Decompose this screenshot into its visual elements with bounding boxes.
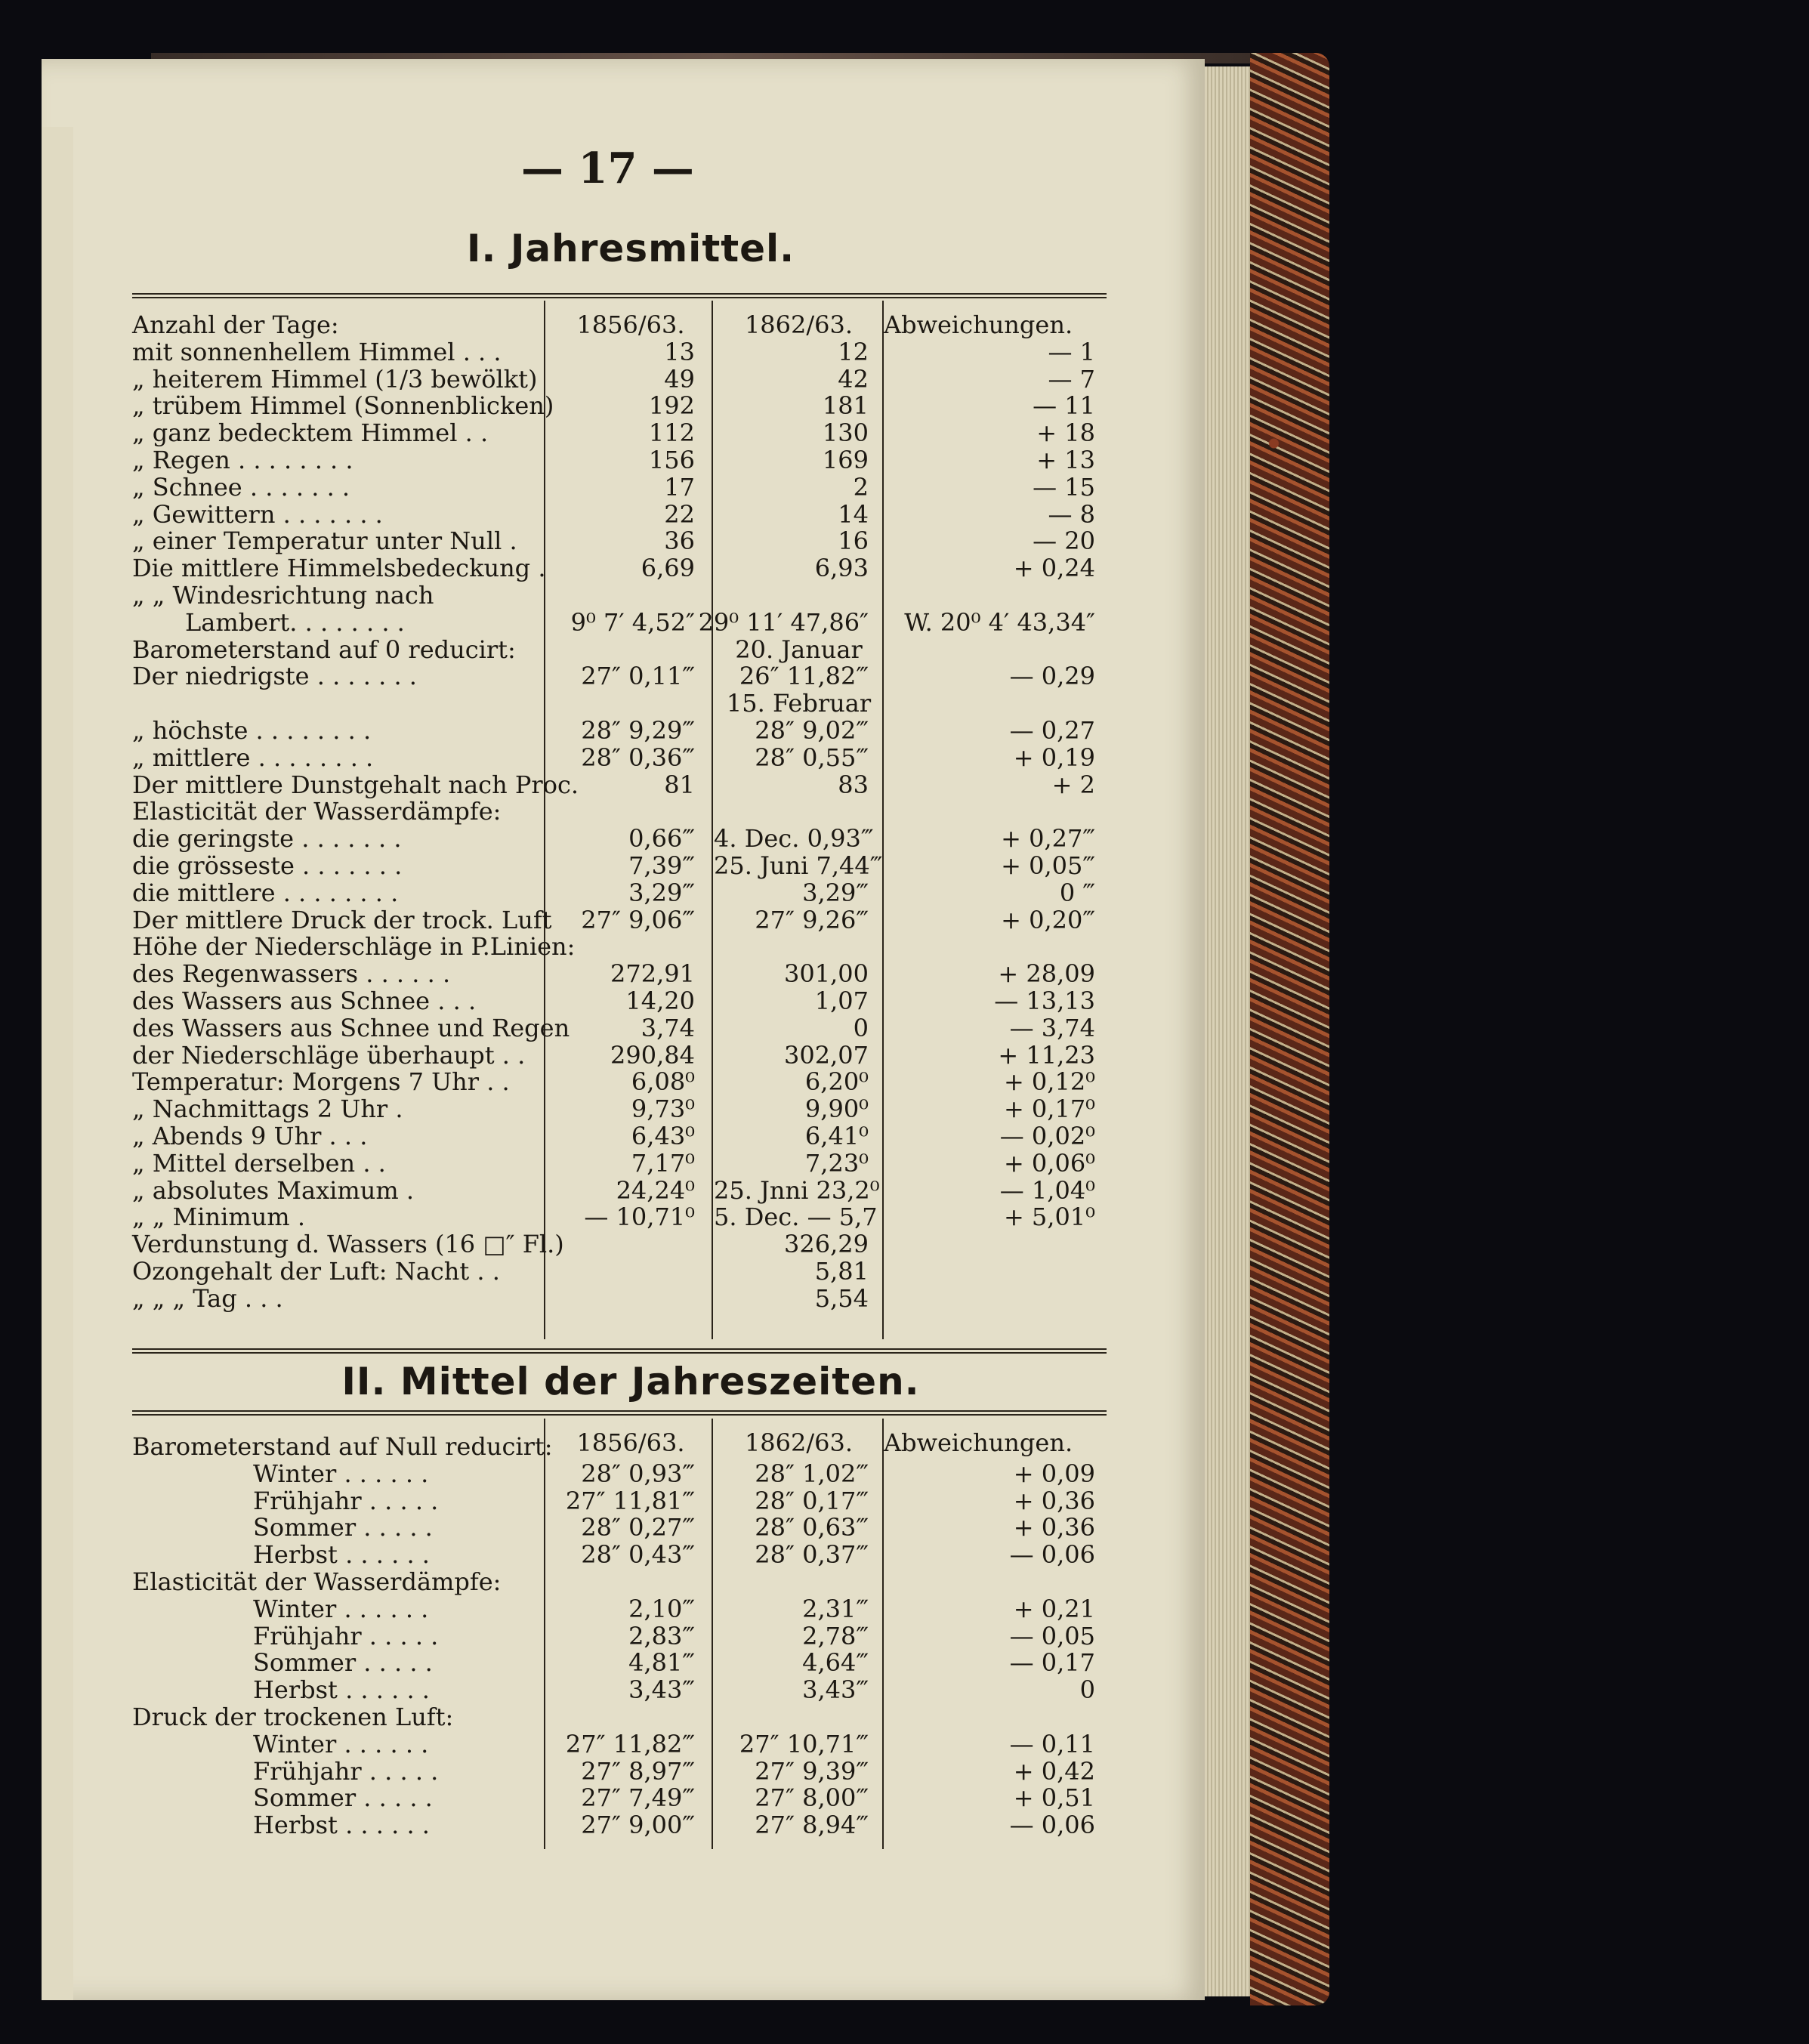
row-value-c3: + 11,23 (998, 1040, 1095, 1070)
row-value-c1: 27″ 9,06‴ (581, 905, 695, 934)
row-value-c2: 27″ 8,00‴ (755, 1783, 869, 1813)
row-label: die geringste . . . . . . . (132, 824, 402, 854)
row-value-c1: 7,17⁰ (631, 1148, 695, 1178)
row-value-c2: 20. Januar (735, 635, 863, 664)
row-label: „ einer Temperatur unter Null . (132, 526, 517, 556)
row-label: „ Gewittern . . . . . . . (132, 499, 383, 529)
row-label: Temperatur: Morgens 7 Uhr . . (132, 1067, 510, 1097)
row-value-c1: 27″ 0,11‴ (581, 662, 695, 691)
row-value-c2: 27″ 9,26‴ (755, 905, 869, 934)
row-value-c2: 28″ 0,63‴ (755, 1513, 869, 1542)
row-value-c2: 42 (838, 364, 869, 394)
row-label: Herbst . . . . . . (253, 1540, 430, 1570)
row-value-c2: 1,07 (814, 986, 869, 1015)
section1-title: I. Jahresmittel. (466, 227, 795, 270)
row-label: Elasticität der Wasserdämpfe: (132, 1567, 502, 1596)
row-label: Winter . . . . . . (253, 1459, 429, 1488)
row-value-c2: 83 (838, 770, 869, 799)
section2-col-divider-2 (712, 1419, 713, 1849)
row-value-c1: 6,43⁰ (631, 1122, 695, 1150)
row-value-c3: — 0,11 (1009, 1729, 1095, 1758)
row-value-c1: 17 (664, 472, 695, 502)
section2-header-c3: Abweichungen. (884, 1428, 1073, 1457)
row-label: des Wassers aus Schnee . . . (132, 986, 477, 1015)
row-value-c2: 0 (853, 1013, 869, 1042)
row-value-c2: 6,93 (814, 554, 869, 583)
row-value-c2: 3,43‴ (802, 1675, 869, 1705)
section1-col-divider-3 (882, 301, 884, 1339)
row-value-c3: 0 ‴ (1059, 878, 1095, 907)
section2-top-rule (132, 1410, 1107, 1416)
section1-col-divider-2 (712, 301, 713, 1339)
row-value-c2: 181 (822, 391, 869, 421)
row-value-c2: 326,29 (784, 1230, 869, 1259)
row-label: Verdunstung d. Wassers (16 □″ Fl.) (132, 1230, 564, 1259)
row-label: Höhe der Niederschläge in P.Linien: (132, 932, 576, 962)
row-value-c3: — 20 (1033, 526, 1095, 556)
row-value-c2: 7,23⁰ (804, 1148, 869, 1178)
row-value-c1: 28″ 9,29‴ (581, 716, 695, 745)
row-value-c2: 4,64‴ (802, 1648, 869, 1678)
row-value-c1: 7,39‴ (628, 851, 695, 880)
row-label: „ Nachmittags 2 Uhr . (132, 1095, 403, 1124)
row-value-c3: — 0,05 (1009, 1621, 1095, 1650)
row-label: Druck der trockenen Luft: (132, 1703, 454, 1731)
row-value-c3: — 3,74 (1009, 1013, 1095, 1042)
section1-header-c1: 1856/63. (576, 310, 685, 339)
row-label: Sommer . . . . . (253, 1513, 433, 1542)
row-value-c3: — 11 (1033, 391, 1095, 421)
row-value-c1: 9,73⁰ (631, 1095, 695, 1124)
row-label: Ozongehalt der Luft: Nacht . . (132, 1257, 500, 1286)
row-label: Die mittlere Himmelsbedeckung . (132, 554, 546, 583)
section1-header-c2: 1862/63. (744, 310, 854, 339)
row-value-c3: — 1 (1048, 337, 1095, 366)
row-value-c2: 25. Juni 7,44‴ (714, 851, 883, 880)
row-label: „ „ „ Tag . . . (132, 1283, 283, 1313)
row-label: „ Mittel derselben . . (132, 1148, 386, 1178)
left-page-edge (42, 127, 73, 2000)
section1-bottom-rule (132, 1348, 1107, 1354)
row-value-c3: + 28,09 (998, 959, 1095, 989)
row-value-c2: 6,20⁰ (804, 1067, 869, 1097)
row-label: „ Abends 9 Uhr . . . (132, 1122, 368, 1150)
row-label: „ „ Minimum . (132, 1203, 305, 1232)
row-value-c2: 301,00 (784, 959, 869, 989)
row-value-c1: 290,84 (610, 1040, 695, 1070)
row-value-c1: 24,24⁰ (616, 1175, 695, 1205)
row-value-c1: 6,69 (641, 554, 695, 583)
row-value-c3: + 0,36 (1013, 1486, 1095, 1515)
row-value-c1: 192 (648, 391, 695, 421)
row-value-c1: 156 (648, 446, 695, 474)
row-value-c1: 28″ 0,36‴ (581, 743, 695, 772)
row-value-c2: 28″ 0,37‴ (755, 1540, 869, 1570)
row-value-c2: 2,31‴ (802, 1594, 869, 1623)
row-value-c3: + 0,42 (1013, 1756, 1095, 1786)
row-value-c3: — 7 (1048, 364, 1095, 394)
row-value-c3: + 13 (1036, 446, 1095, 474)
row-label: Winter . . . . . . (253, 1594, 429, 1623)
row-value-c3: — 1,04⁰ (999, 1175, 1095, 1205)
row-value-c1: 27″ 8,97‴ (581, 1756, 695, 1786)
row-value-c1: 2,10‴ (628, 1594, 695, 1623)
row-value-c2: 15. Februar (726, 689, 872, 718)
row-label: „ „ Windesrichtung nach (132, 581, 434, 610)
row-value-c3: + 0,09 (1013, 1459, 1095, 1488)
row-value-c1: 9⁰ 7′ 4,52″ (570, 607, 695, 637)
row-label: Der niedrigste . . . . . . . (132, 662, 417, 691)
row-label: des Regenwassers . . . . . . (132, 959, 451, 989)
page-stack (1205, 66, 1250, 1996)
row-value-c2: 5,54 (814, 1283, 869, 1313)
row-value-c1: 3,74 (641, 1013, 695, 1042)
row-value-c2: 28″ 0,17‴ (755, 1486, 869, 1515)
row-value-c3: — 13,13 (994, 986, 1095, 1015)
row-value-c3: + 0,05‴ (1001, 851, 1095, 880)
row-value-c2: 27″ 9,39‴ (755, 1756, 869, 1786)
row-label: Frühjahr . . . . . (253, 1486, 439, 1515)
section2-header-c2: 1862/63. (744, 1428, 854, 1457)
row-value-c1: 6,08⁰ (631, 1067, 695, 1097)
row-value-c2: 28″ 1,02‴ (755, 1459, 869, 1488)
row-value-c3: + 0,12⁰ (1003, 1067, 1095, 1097)
row-label: Barometerstand auf 0 reducirt: (132, 635, 516, 664)
row-value-c2: 26″ 11,82‴ (739, 662, 869, 691)
row-value-c3: + 18 (1036, 418, 1095, 448)
row-value-c1: 3,29‴ (628, 878, 695, 907)
row-value-c3: — 0,06 (1009, 1540, 1095, 1570)
row-value-c3: W. 20⁰ 4′ 43,34″ (904, 607, 1095, 637)
row-label: Barometerstand auf Null reducirt: (132, 1432, 553, 1461)
row-value-c1: 28″ 0,93‴ (581, 1459, 695, 1488)
row-value-c1: 14,20 (625, 986, 695, 1015)
row-value-c2: 302,07 (784, 1040, 869, 1070)
book-binding (1250, 53, 1329, 2005)
row-value-c1: — 10,71⁰ (584, 1203, 695, 1232)
row-value-c2: 3,29‴ (802, 878, 869, 907)
row-label: „ mittlere . . . . . . . . (132, 743, 374, 772)
row-label: mit sonnenhellem Himmel . . . (132, 337, 502, 366)
row-label: Der mittlere Druck der trock. Luft (132, 905, 552, 934)
row-value-c1: 27″ 7,49‴ (581, 1783, 695, 1813)
section2-title: II. Mittel der Jahreszeiten. (341, 1360, 920, 1403)
row-value-c1: 36 (664, 526, 695, 556)
row-value-c3: — 15 (1033, 472, 1095, 502)
row-value-c1: 0,66‴ (628, 824, 695, 854)
page-number: — 17 — (521, 144, 694, 193)
row-label: „ ganz bedecktem Himmel . . (132, 418, 489, 448)
row-value-c1: 22 (664, 499, 695, 529)
row-value-c3: — 0,17 (1009, 1648, 1095, 1678)
row-value-c2: 5. Dec. — 5,7 (714, 1203, 878, 1232)
row-label: „ Regen . . . . . . . . (132, 446, 353, 474)
row-value-c3: + 2 (1051, 770, 1095, 799)
row-label: Herbst . . . . . . (253, 1675, 430, 1705)
row-value-c2: 4. Dec. 0,93‴ (714, 824, 874, 854)
row-value-c1: 28″ 0,43‴ (581, 1540, 695, 1570)
row-value-c2: 2 (853, 472, 869, 502)
row-label: „ höchste . . . . . . . . (132, 716, 372, 745)
row-value-c2: 169 (822, 446, 869, 474)
row-label: Lambert. . . . . . . . (185, 607, 405, 637)
section2-header-c1: 1856/63. (576, 1428, 685, 1457)
row-value-c2: 130 (822, 418, 869, 448)
section1-header-c3: Abweichungen. (884, 310, 1073, 339)
row-label: die mittlere . . . . . . . . (132, 878, 399, 907)
row-value-c1: 2,83‴ (628, 1621, 695, 1650)
row-value-c2: 5,81 (814, 1257, 869, 1286)
row-value-c2: 9,90⁰ (804, 1095, 869, 1124)
row-value-c2: 27″ 8,94‴ (755, 1811, 869, 1840)
section2-col-divider-1 (544, 1419, 545, 1849)
row-label: Herbst . . . . . . (253, 1811, 430, 1840)
row-label: Frühjahr . . . . . (253, 1621, 439, 1650)
row-value-c2: 6,41⁰ (804, 1122, 869, 1150)
row-value-c3: + 5,01⁰ (1003, 1203, 1095, 1232)
row-label: Sommer . . . . . (253, 1783, 433, 1813)
row-value-c1: 112 (648, 418, 695, 448)
row-label: Winter . . . . . . (253, 1729, 429, 1758)
row-label: der Niederschläge überhaupt . . (132, 1040, 526, 1070)
row-value-c3: — 0,02⁰ (999, 1122, 1095, 1150)
row-value-c3: + 0,17⁰ (1003, 1095, 1095, 1124)
section1-top-rule (132, 293, 1107, 298)
row-value-c1: 4,81‴ (628, 1648, 695, 1678)
row-label: „ trübem Himmel (Sonnenblicken) (132, 391, 554, 421)
row-value-c3: + 0,27‴ (1001, 824, 1095, 854)
row-label: „ heiterem Himmel (1/3 bewölkt) (132, 364, 538, 394)
row-value-c3: — 0,27 (1009, 716, 1095, 745)
row-value-c3: + 0,21 (1013, 1594, 1095, 1623)
row-value-c2: 14 (838, 499, 869, 529)
row-value-c3: + 0,06⁰ (1003, 1148, 1095, 1178)
row-value-c3: + 0,19 (1013, 743, 1095, 772)
row-label: „ absolutes Maximum . (132, 1175, 414, 1205)
row-value-c1: 27″ 9,00‴ (581, 1811, 695, 1840)
section1-col-divider-1 (544, 301, 545, 1339)
row-value-c3: + 0,20‴ (1001, 905, 1095, 934)
row-label: „ Schnee . . . . . . . (132, 472, 350, 502)
row-value-c1: 13 (664, 337, 695, 366)
row-value-c1: 272,91 (610, 959, 695, 989)
row-label: Sommer . . . . . (253, 1648, 433, 1678)
row-value-c2: 28″ 0,55‴ (755, 743, 869, 772)
row-value-c1: 27″ 11,82‴ (565, 1729, 695, 1758)
row-value-c3: — 0,06 (1009, 1811, 1095, 1840)
row-value-c1: 49 (664, 364, 695, 394)
row-value-c3: + 0,24 (1013, 554, 1095, 583)
row-value-c3: — 8 (1048, 499, 1095, 529)
row-value-c2: 27″ 10,71‴ (739, 1729, 869, 1758)
row-value-c2: 25. Jnni 23,2⁰ (714, 1175, 880, 1205)
row-label: des Wassers aus Schnee und Regen (132, 1013, 570, 1042)
row-value-c1: 28″ 0,27‴ (581, 1513, 695, 1542)
row-label: die grösseste . . . . . . . (132, 851, 403, 880)
section2-col-divider-3 (882, 1419, 884, 1849)
row-value-c1: 3,43‴ (628, 1675, 695, 1705)
row-value-c2: 28″ 9,02‴ (755, 716, 869, 745)
row-value-c1: 27″ 11,81‴ (565, 1486, 695, 1515)
row-value-c2: 2,78‴ (802, 1621, 869, 1650)
row-value-c3: + 0,36 (1013, 1513, 1095, 1542)
row-value-c2: 16 (838, 526, 869, 556)
row-label: Frühjahr . . . . . (253, 1756, 439, 1786)
row-value-c2: 29⁰ 11′ 47,86″ (698, 607, 869, 637)
row-label: Der mittlere Dunstgehalt nach Proc. (132, 770, 579, 799)
row-value-c3: 0 (1079, 1675, 1095, 1705)
row-value-c3: — 0,29 (1009, 662, 1095, 691)
row-value-c2: 12 (838, 337, 869, 366)
row-value-c1: 81 (664, 770, 695, 799)
row-label: Anzahl der Tage: (132, 310, 339, 339)
row-value-c3: + 0,51 (1013, 1783, 1095, 1813)
row-label: Elasticität der Wasserdämpfe: (132, 797, 502, 826)
